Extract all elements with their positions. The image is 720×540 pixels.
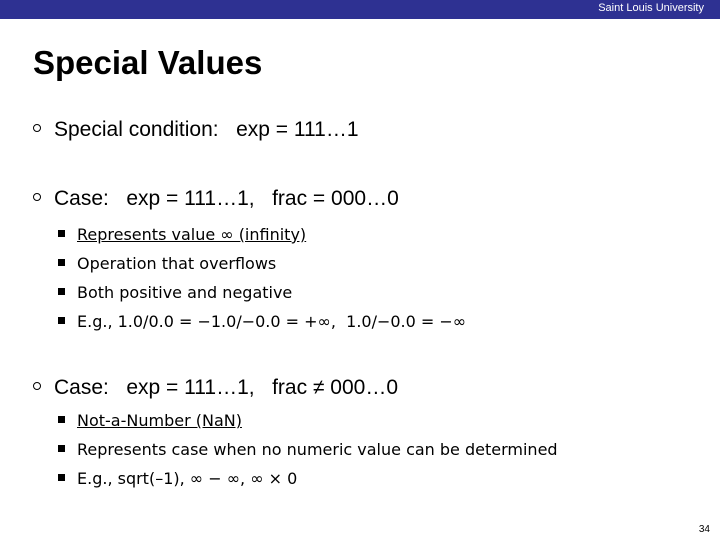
square-bullet-icon bbox=[58, 259, 65, 266]
sub-bullet-text: Operation that overflows bbox=[77, 254, 277, 273]
sub-bullet-text: Represents value ∞ (infinity) bbox=[77, 225, 307, 244]
hollow-circle-bullet-icon bbox=[33, 124, 41, 132]
university-name: Saint Louis University bbox=[598, 2, 704, 14]
sub-bullet-text: E.g., 1.0/0.0 = −1.0/−0.0 = +∞, 1.0/−0.0 = −∞ bbox=[77, 312, 467, 331]
sub-bullet-text: Both positive and negative bbox=[77, 283, 293, 302]
square-bullet-icon bbox=[58, 474, 65, 481]
bullet-text: Case: exp = 111…1, frac = 000…0 bbox=[54, 187, 399, 210]
slide-title: Special Values bbox=[33, 44, 263, 81]
page-number: 34 bbox=[698, 524, 710, 535]
bullet-text: Special condition: exp = 111…1 bbox=[54, 118, 359, 141]
header-bar bbox=[0, 0, 720, 19]
sub-bullet-text: Not-a-Number (NaN) bbox=[77, 411, 242, 430]
square-bullet-icon bbox=[58, 230, 65, 237]
square-bullet-icon bbox=[58, 317, 65, 324]
square-bullet-icon bbox=[58, 445, 65, 452]
hollow-circle-bullet-icon bbox=[33, 193, 41, 201]
sub-bullet-text: E.g., sqrt(–1), ∞ − ∞, ∞ × 0 bbox=[77, 469, 298, 488]
square-bullet-icon bbox=[58, 288, 65, 295]
hollow-circle-bullet-icon bbox=[33, 382, 41, 390]
square-bullet-icon bbox=[58, 416, 65, 423]
bullet-text: Case: exp = 111…1, frac ≠ 000…0 bbox=[54, 376, 399, 399]
sub-bullet-text: Represents case when no numeric value can be determined bbox=[77, 440, 558, 459]
